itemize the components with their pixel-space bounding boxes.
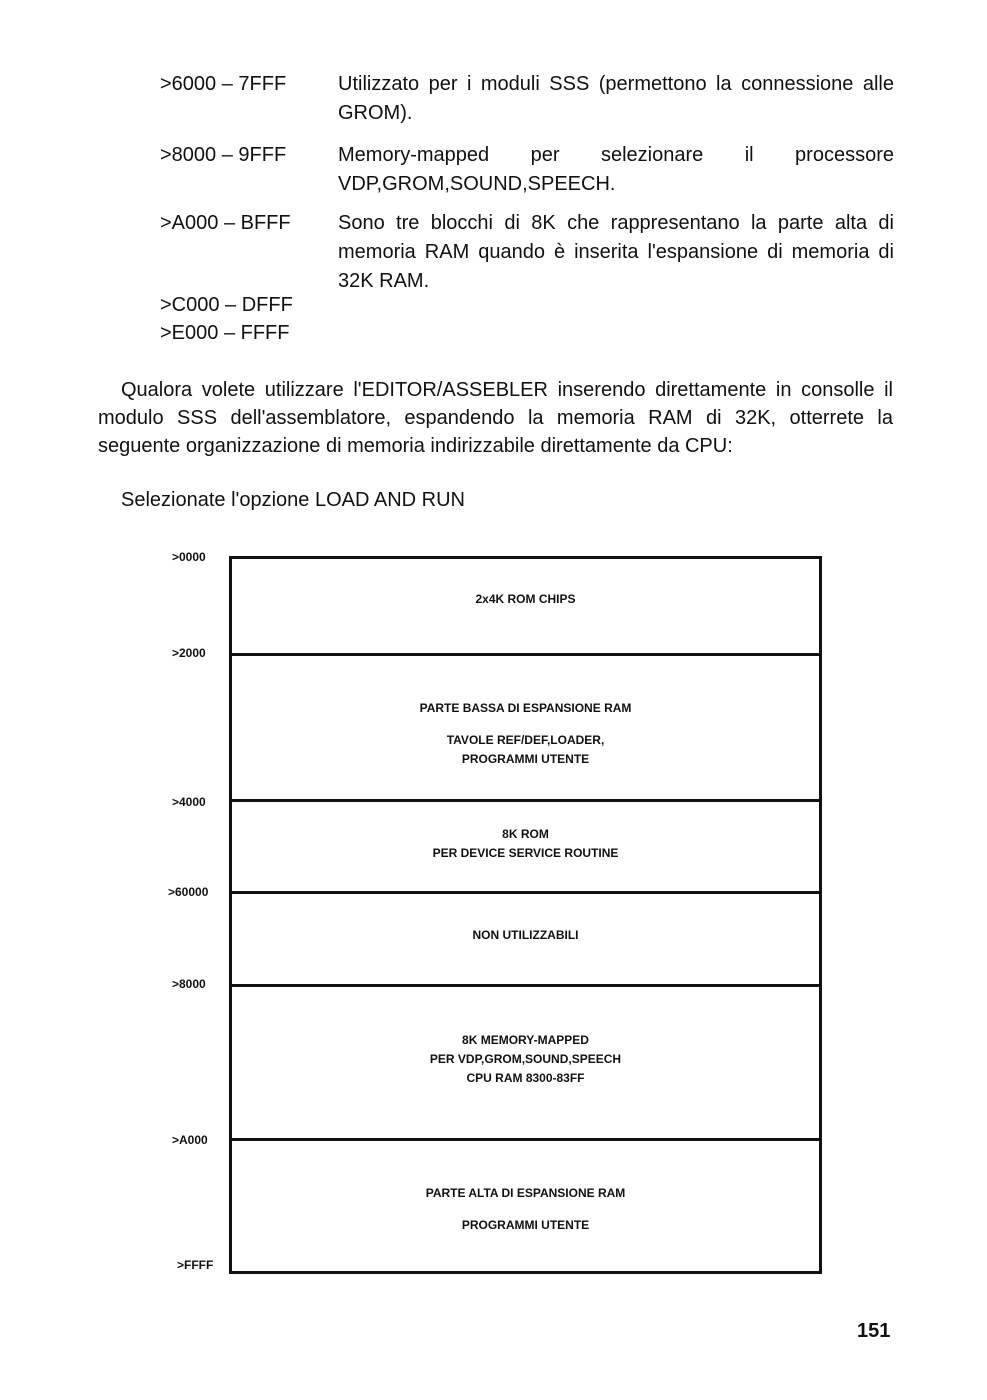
segment-line: 2x4K ROM CHIPS: [475, 592, 576, 606]
address-label: >4000: [172, 795, 206, 809]
segment-line: CPU RAM 8300-83FF: [466, 1071, 585, 1085]
page-number: 151: [857, 1320, 891, 1342]
address-label: >0000: [172, 550, 206, 564]
entry-address: >8000 – 9FFF: [160, 144, 287, 166]
entry-description: Utilizzato per i moduli SSS (permettono la connessione alle GROM).: [338, 73, 894, 124]
segment-divider: [229, 653, 822, 656]
address-label: >8000: [172, 977, 206, 991]
segment-line: 8K MEMORY-MAPPED: [462, 1033, 589, 1047]
entry-address: >E000 – FFFF: [160, 322, 290, 344]
address-label: >60000: [168, 885, 209, 899]
segment-divider: [229, 891, 822, 894]
segment-label: [232, 1031, 819, 1088]
segment-line: TAVOLE REF/DEF,LOADER,: [446, 733, 605, 747]
entry-description: Sono tre blocchi di 8K che rappresentano la parte alta di memoria RAM quando è inserita l'espansione di memoria di 32K RAM.: [338, 212, 894, 292]
segment-line: PROGRAMMI UTENTE: [461, 752, 590, 766]
memory-map-frame: [229, 556, 822, 1274]
segment-line: PARTE ALTA DI ESPANSIONE RAM: [425, 1186, 626, 1200]
segment-divider: [229, 1138, 822, 1141]
segment-label: [232, 926, 819, 945]
address-label: >FFFF: [177, 1258, 214, 1272]
segment-divider: [229, 799, 822, 802]
entry-address: >6000 – 7FFF: [160, 73, 287, 95]
address-label: >A000: [172, 1133, 208, 1147]
segment-label: [232, 825, 819, 863]
segment-label: [232, 1184, 819, 1235]
body-paragraph: Qualora volete utilizzare l'EDITOR/ASSEBLER inserendo direttamente in consolle il modulo SSS dell'assemblatore, espandendo la memoria RAM di 32K, otterrete la seguente organizzazione di memoria indirizzabile direttamente da CPU:: [98, 379, 893, 457]
instruction-line: Selezionate l'opzione LOAD AND RUN: [121, 489, 465, 511]
segment-divider: [229, 984, 822, 987]
segment-line: PROGRAMMI UTENTE: [461, 1218, 590, 1232]
segment-label: [232, 699, 819, 769]
segment-line: NON UTILIZZABILI: [472, 928, 579, 942]
segment-line: PARTE BASSA DI ESPANSIONE RAM: [419, 701, 632, 715]
segment-line: 8K ROM: [502, 827, 549, 841]
segment-line: PER DEVICE SERVICE ROUTINE: [432, 846, 619, 860]
entry-address: >C000 – DFFF: [160, 294, 293, 316]
address-label: >2000: [172, 646, 206, 660]
segment-line: PER VDP,GROM,SOUND,SPEECH: [429, 1052, 622, 1066]
entry-address: >A000 – BFFF: [160, 212, 291, 234]
segment-label: [232, 590, 819, 609]
entry-description: Memory-mapped per selezionare il processore VDP,GROM,SOUND,SPEECH.: [338, 144, 894, 195]
